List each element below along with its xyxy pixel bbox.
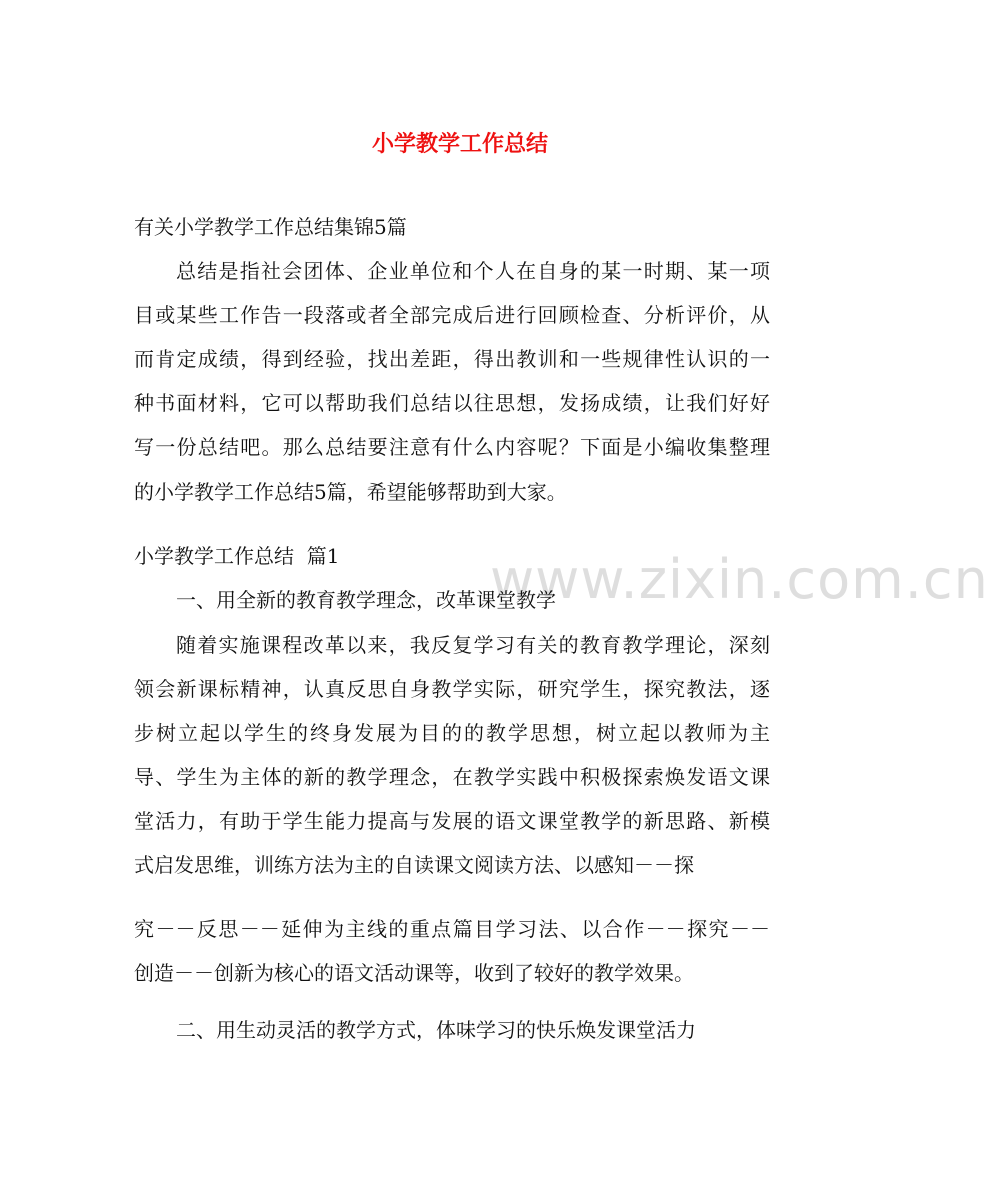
- paragraph-line: 写一份总结吧。那么总结要注意有什么内容呢？下面是小编收集整理: [134, 435, 770, 459]
- paragraph-line: 堂活力，有助于学生能力提高与发展的语文课堂教学的新思路、新模: [134, 809, 770, 833]
- document-subtitle: 有关小学教学工作总结集锦5篇: [134, 215, 407, 239]
- paragraph-line: 随着实施课程改革以来，我反复学习有关的教育教学理论，深刻: [176, 633, 770, 657]
- paragraph-line: 目或某些工作告一段落或者全部完成后进行回顾检查、分析评价，从: [134, 303, 770, 327]
- paragraph-line: 总结是指社会团体、企业单位和个人在自身的某一时期、某一项: [176, 259, 770, 283]
- section-heading: 小学教学工作总结 篇1: [134, 544, 340, 568]
- paragraph-line: 究－－反思－－延伸为主线的重点篇目学习法、以合作－－探究－－: [134, 917, 770, 941]
- paragraph-line: 式启发思维，训练方法为主的自读课文阅读方法、以感知－－探: [134, 853, 694, 877]
- paragraph-line: 创造－－创新为核心的语文活动课等，收到了较好的教学效果。: [134, 961, 694, 985]
- paragraph-line: 步树立起以学生的终身发展为目的的教学思想，树立起以教师为主: [134, 721, 770, 745]
- paragraph-line: 领会新课标精神，认真反思自身教学实际，研究学生，探究教法，逐: [134, 677, 770, 701]
- paragraph-line: 的小学教学工作总结5篇，希望能够帮助到大家。: [134, 480, 567, 504]
- point-heading: 二、用生动灵活的教学方式，体味学习的快乐焕发课堂活力: [176, 1018, 696, 1042]
- document-title: 小学教学工作总结: [371, 131, 548, 157]
- paragraph-line: 导、学生为主体的新的教学理念，在教学实践中积极探索焕发语文课: [134, 765, 770, 789]
- point-heading: 一、用全新的教育教学理念，改革课堂教学: [176, 588, 556, 612]
- paragraph-line: 种书面材料，它可以帮助我们总结以往思想，发扬成绩，让我们好好: [134, 391, 770, 415]
- watermark: www.zixin.com.cn: [490, 548, 989, 611]
- paragraph-line: 而肯定成绩，得到经验，找出差距，得出教训和一些规律性认识的一: [134, 347, 770, 371]
